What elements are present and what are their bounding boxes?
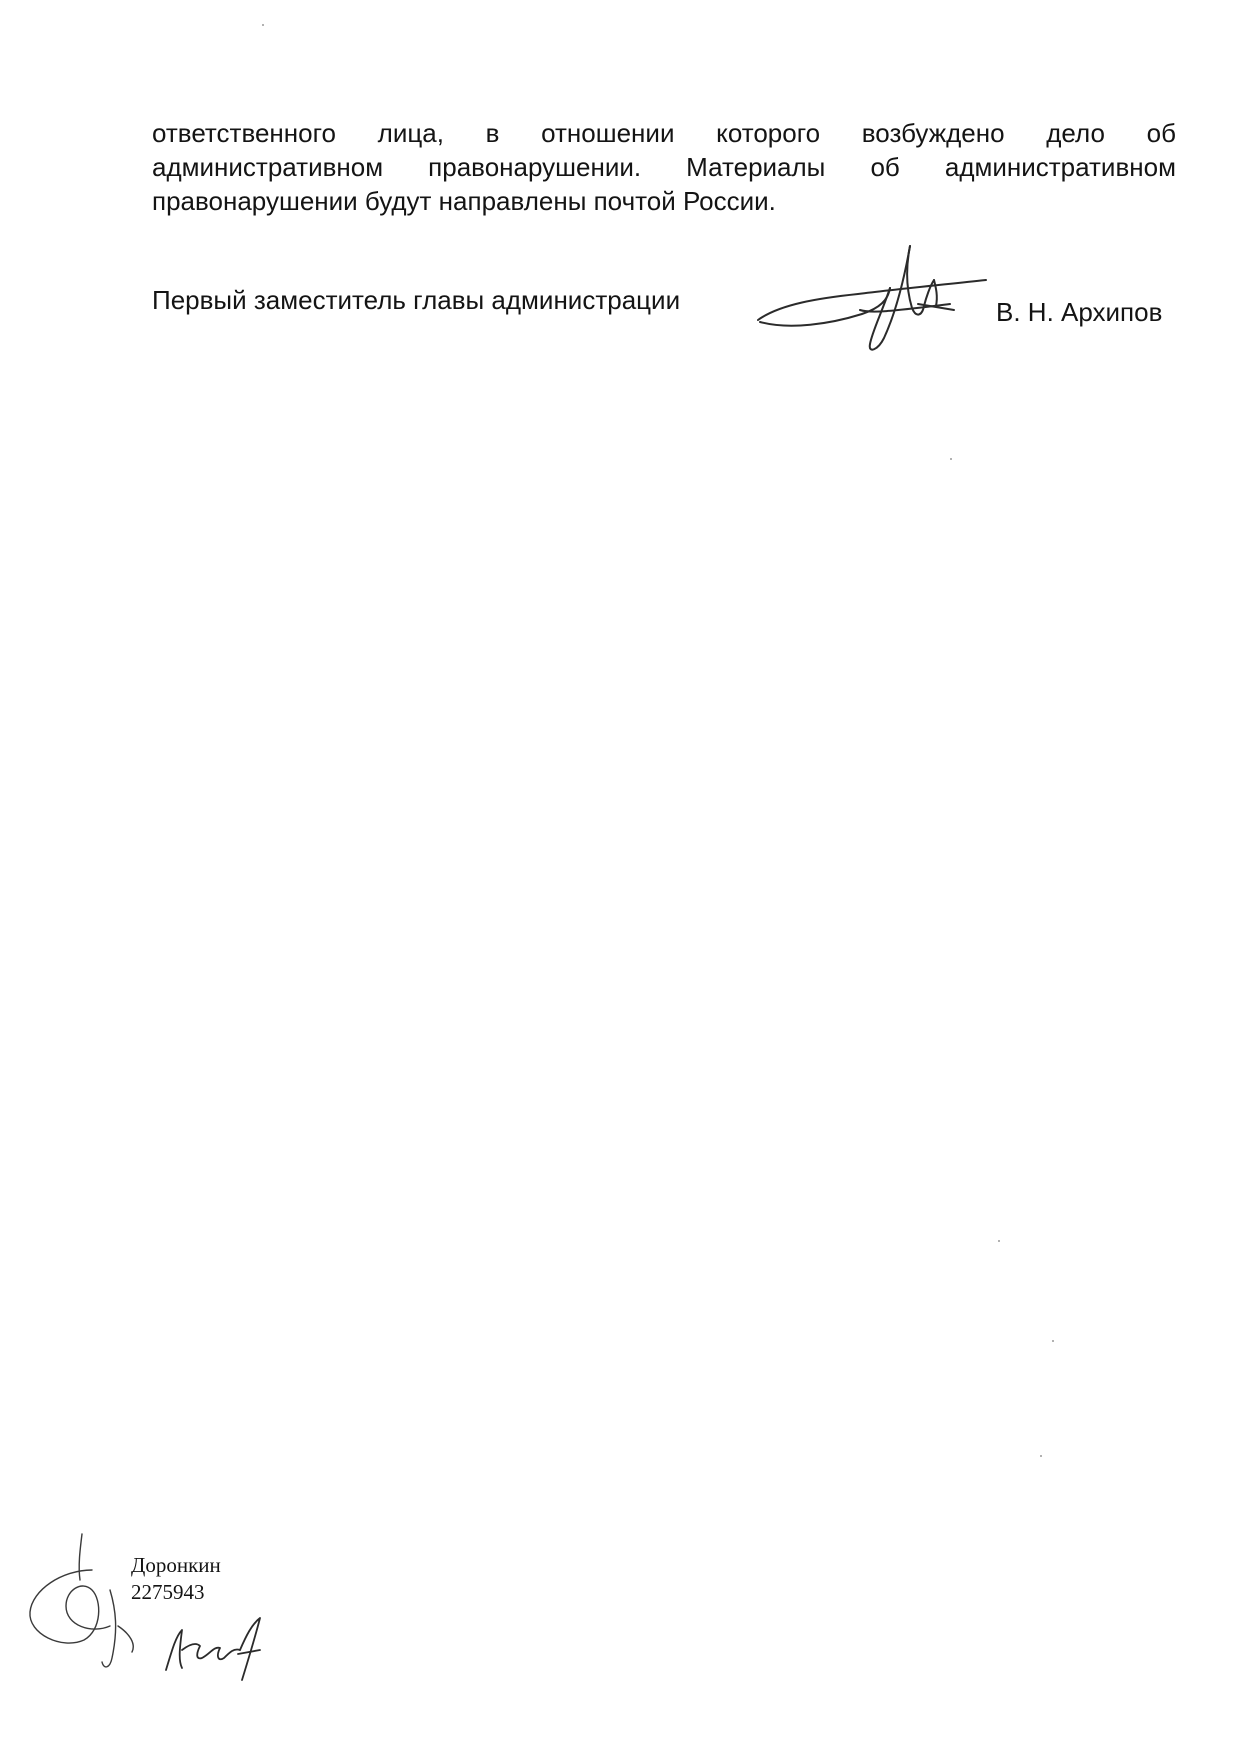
body-line-1 xyxy=(152,116,1176,150)
signer-name: В. Н. Архипов xyxy=(996,297,1163,327)
body-line-3 xyxy=(152,184,1176,218)
executor-name: Доронкин xyxy=(131,1553,221,1577)
word: об xyxy=(1146,118,1176,148)
scan-speck xyxy=(1040,1455,1042,1457)
word: дело xyxy=(1046,118,1105,148)
word: которого xyxy=(716,118,821,148)
scan-speck xyxy=(262,24,264,26)
word: в xyxy=(485,118,500,148)
signature-image xyxy=(750,240,990,360)
word: об xyxy=(870,152,900,182)
word: правонарушении будут направлены почтой России. xyxy=(152,186,776,216)
word: ответственного xyxy=(152,118,336,148)
scan-speck xyxy=(950,458,952,460)
body-paragraph xyxy=(152,116,1176,218)
body-line-2 xyxy=(152,150,1176,184)
word: лица, xyxy=(377,118,444,148)
word: административном xyxy=(152,152,384,182)
signer-title: Первый заместитель главы администрации xyxy=(152,285,681,315)
scan-speck xyxy=(998,1240,1000,1242)
word: Материалы xyxy=(686,152,826,182)
executor-signature-image xyxy=(160,1610,280,1690)
executor-block xyxy=(131,1552,221,1606)
word: возбуждено xyxy=(861,118,1005,148)
word: административном xyxy=(944,152,1176,182)
word: отношении xyxy=(541,118,675,148)
executor-phone: 2275943 xyxy=(131,1580,205,1604)
scan-speck xyxy=(1052,1340,1054,1342)
word: правонарушении. xyxy=(428,152,642,182)
